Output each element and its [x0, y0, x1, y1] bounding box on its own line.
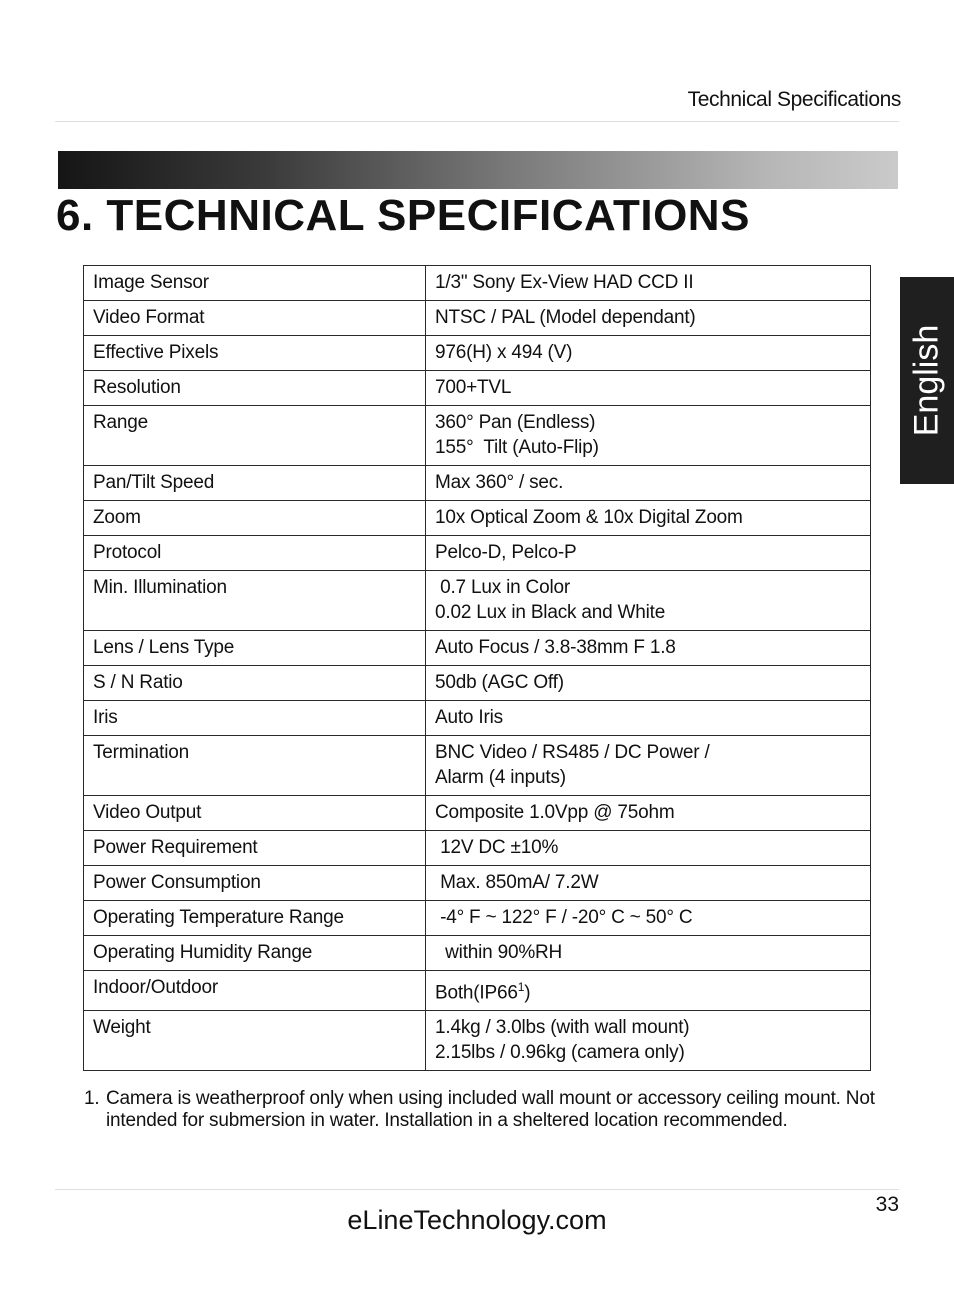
spec-value [426, 371, 871, 406]
language-tab-label: English [907, 324, 946, 437]
spec-value [426, 701, 871, 736]
table-row [84, 831, 871, 866]
table-row [84, 336, 871, 371]
spec-value [426, 1011, 871, 1071]
spec-label: Protocol [84, 536, 426, 571]
spec-value-line: 50db (AGC Off) [435, 672, 564, 693]
footnote-number: 1. [84, 1088, 100, 1109]
spec-value-text: ) [524, 982, 531, 1004]
spec-label: Operating Temperature Range [84, 901, 426, 936]
spec-label: Weight [84, 1011, 426, 1071]
spec-value-line: Max. 850mA/ 7.2W [435, 872, 599, 893]
spec-label: Zoom [84, 501, 426, 536]
running-header: Technical Specifications [687, 88, 901, 111]
spec-value-line: Auto Iris [435, 707, 503, 728]
table-row [84, 571, 871, 631]
spec-value-text: Both(IP66 [435, 982, 518, 1004]
spec-value-line: 12V DC ±10% [435, 837, 559, 858]
table-row [84, 406, 871, 466]
table-row [84, 866, 871, 901]
spec-label: Min. Illumination [84, 571, 426, 631]
spec-value-line: 155° Tilt (Auto-Flip) [435, 437, 599, 458]
spec-value-line: Auto Focus / 3.8-38mm F 1.8 [435, 637, 676, 658]
spec-value-line: within 90%RH [435, 942, 563, 963]
spec-value-line: BNC Video / RS485 / DC Power / [435, 742, 710, 763]
spec-label: Power Consumption [84, 866, 426, 901]
spec-value-line: Alarm (4 inputs) [435, 767, 566, 788]
spec-label: Indoor/Outdoor [84, 971, 426, 1011]
table-row [84, 736, 871, 796]
website-url: eLineTechnology.com [347, 1205, 607, 1235]
spec-value [426, 406, 871, 466]
table-row [84, 936, 871, 971]
spec-value-line: 2.15lbs / 0.96kg (camera only) [435, 1042, 685, 1064]
table-row [84, 631, 871, 666]
spec-value [426, 466, 871, 501]
spec-label: Lens / Lens Type [84, 631, 426, 666]
spec-value-line: Pelco-D, Pelco-P [435, 542, 577, 563]
section-heading: 6. TECHNICAL SPECIFICATIONS [56, 191, 750, 240]
spec-value-line: Max 360° / sec. [435, 472, 564, 493]
section-gradient-bar [58, 151, 898, 189]
spec-value-line: -4° F ~ 122° F / -20° C ~ 50° C [435, 907, 693, 928]
spec-value [426, 796, 871, 831]
spec-label: Resolution [84, 371, 426, 406]
spec-value [426, 831, 871, 866]
specifications-table [83, 265, 871, 1071]
table-row [84, 1011, 871, 1071]
table-row [84, 371, 871, 406]
spec-value-line: 10x Optical Zoom & 10x Digital Zoom [435, 507, 743, 528]
spec-value [426, 736, 871, 796]
table-row [84, 796, 871, 831]
footnote-text: Camera is weatherproof only when using included wall mount or accessory ceiling mount. Not intended for submersion in water. Installation in a sheltered location recommended. [106, 1088, 875, 1131]
spec-label: Pan/Tilt Speed [84, 466, 426, 501]
table-row [84, 266, 871, 301]
spec-value [426, 936, 871, 971]
page-number: 33 [875, 1193, 899, 1216]
header-divider [55, 121, 899, 122]
spec-value [426, 301, 871, 336]
table-row [84, 536, 871, 571]
spec-value [426, 666, 871, 701]
spec-label: Termination [84, 736, 426, 796]
spec-value-line: NTSC / PAL (Model dependant) [435, 307, 696, 328]
spec-label: S / N Ratio [84, 666, 426, 701]
spec-value [426, 501, 871, 536]
spec-value [426, 536, 871, 571]
footer-divider [55, 1189, 899, 1190]
spec-value [426, 971, 871, 1011]
spec-value-line: Composite 1.0Vpp @ 75ohm [435, 802, 675, 823]
spec-value-line: 360° Pan (Endless) [435, 412, 596, 433]
spec-value-line: 0.7 Lux in Color [435, 577, 570, 598]
spec-label: Video Format [84, 301, 426, 336]
spec-value-line: 0.02 Lux in Black and White [435, 602, 666, 623]
table-row [84, 501, 871, 536]
spec-label: Iris [84, 701, 426, 736]
spec-label: Video Output [84, 796, 426, 831]
spec-value-line: 1.4kg / 3.0lbs (with wall mount) [435, 1017, 690, 1039]
spec-value [426, 631, 871, 666]
spec-value-line: 1/3" Sony Ex-View HAD CCD II [435, 272, 694, 293]
spec-value [426, 571, 871, 631]
spec-value-line [435, 975, 861, 1005]
spec-value [426, 266, 871, 301]
spec-label: Operating Humidity Range [84, 936, 426, 971]
table-row [84, 666, 871, 701]
spec-label: Power Requirement [84, 831, 426, 866]
spec-value [426, 901, 871, 936]
spec-label: Image Sensor [84, 266, 426, 301]
spec-value-line: 700+TVL [435, 377, 512, 398]
table-row [84, 971, 871, 1011]
table-row [84, 901, 871, 936]
footnote [84, 1088, 884, 1132]
table-row [84, 301, 871, 336]
spec-label: Range [84, 406, 426, 466]
table-row [84, 466, 871, 501]
spec-label: Effective Pixels [84, 336, 426, 371]
footnote-reference: 1 [517, 980, 525, 994]
spec-value [426, 866, 871, 901]
table-row [84, 701, 871, 736]
spec-value-line: 976(H) x 494 (V) [435, 342, 573, 363]
language-tab [900, 277, 954, 484]
spec-value [426, 336, 871, 371]
